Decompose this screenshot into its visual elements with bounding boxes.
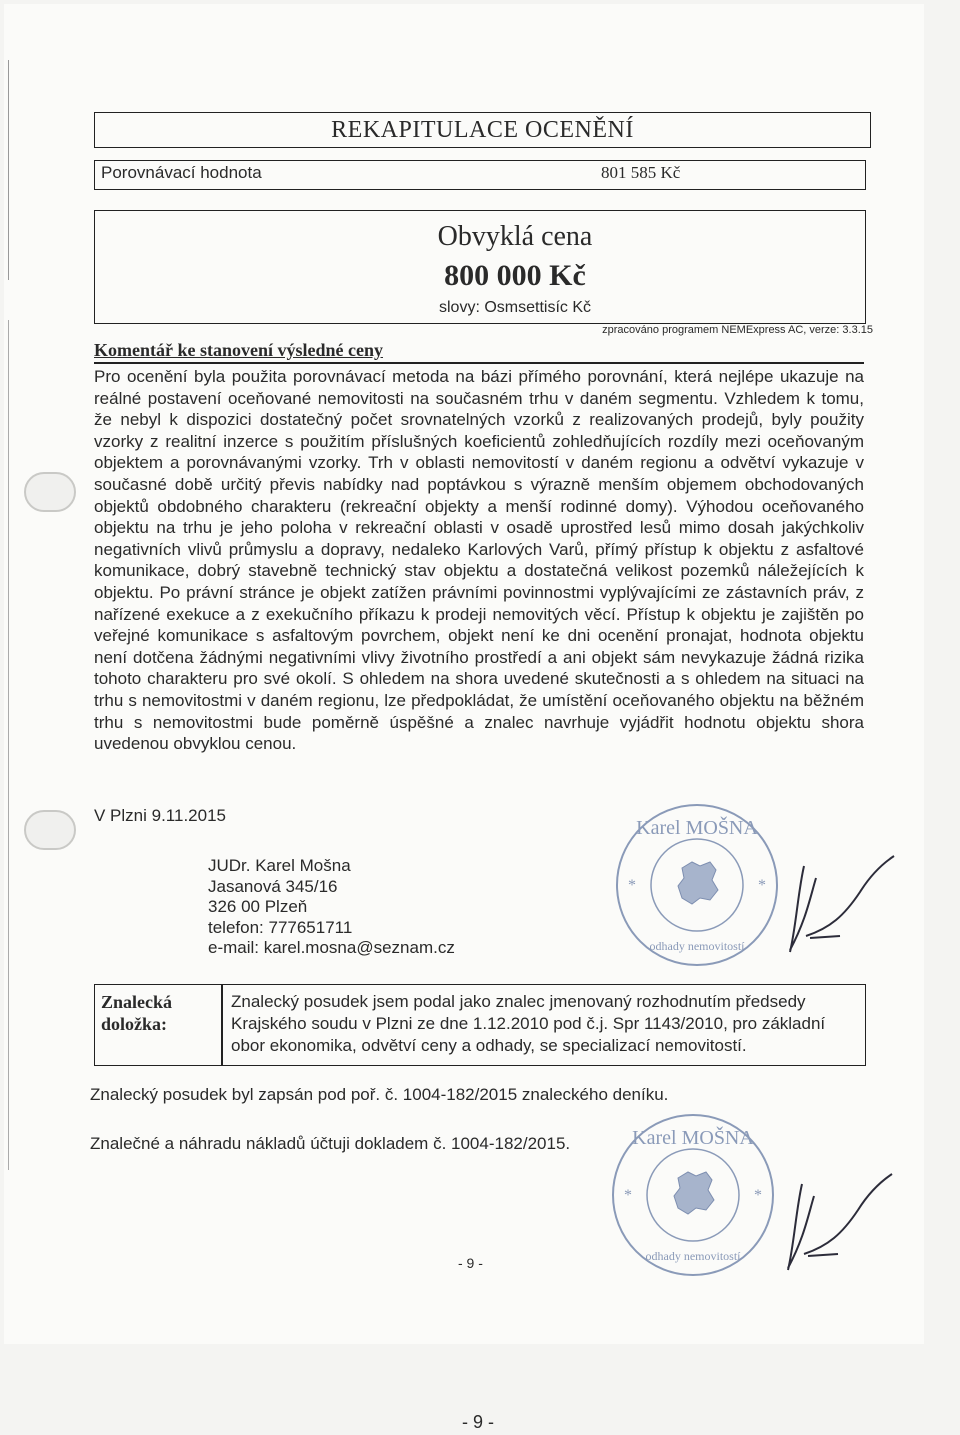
comparative-value-row bbox=[94, 160, 866, 190]
recap-title: REKAPITULACE OCENĚNÍ bbox=[331, 117, 634, 143]
usual-price-heading: Obvyklá cena bbox=[437, 221, 593, 252]
recap-title-box bbox=[94, 112, 871, 148]
expert-phone: telefon: 777651711 bbox=[208, 917, 353, 937]
registry-line: Znalecký posudek byl zapsán pod poř. č. 1004-182/2015 znaleckého deníku. bbox=[90, 1085, 669, 1104]
expert-stamp-icon bbox=[612, 800, 782, 970]
signature-icon bbox=[770, 832, 900, 962]
punch-hole bbox=[24, 810, 76, 850]
expert-city: 326 00 Plzeň bbox=[208, 897, 308, 916]
svg-text:odhady nemovitostí: odhady nemovitostí bbox=[649, 939, 745, 953]
svg-text:*: * bbox=[754, 1187, 762, 1204]
expert-clause-divider bbox=[221, 985, 223, 1065]
usual-price-value: 800 000 Kč bbox=[444, 259, 586, 292]
expert-name: JUDr. Karel Mošna bbox=[208, 856, 351, 875]
expert-clause-box bbox=[94, 984, 866, 1066]
signature-icon bbox=[768, 1150, 898, 1280]
svg-text:odhady nemovitostí: odhady nemovitostí bbox=[645, 1249, 741, 1263]
expert-clause-label-line: doložka: bbox=[101, 1014, 168, 1034]
scan-edge-line bbox=[8, 60, 9, 280]
expert-clause-text: Znalecký posudek jsem podal jako znalec jmenovaný rozhodnutím předsedy Krajského soudu v Plzni ze dne 1.12.2010 pod č.j. Spr 1143/2010, pro základní obor ekonomika, odvětví ceny a odhady, se specializací nemovitostí. bbox=[231, 992, 826, 1055]
expert-clause-label-line: Znalecká bbox=[101, 992, 173, 1012]
expert-email: e-mail: karel.mosna@seznam.cz bbox=[208, 938, 455, 957]
punch-hole bbox=[24, 472, 76, 512]
svg-text:*: * bbox=[624, 1187, 632, 1204]
comparative-value: 801 585 Kč bbox=[601, 163, 681, 182]
comment-body: Pro ocenění byla použita porovnávací metoda na bázi přímého porovnání, která nejlépe ukazuje na reálné postavení oceňované nemovitosti na současném trhu v daném segmentu. Vzhledem k tomu, že nebyl k dispozici dostatečný počet srovnatelných vzorků z realizovaných prodejů, byly použity vzorky z realitní inzerce s použitím příslušných koeficientů zohledňujících rozdíly mezi oceňovaným objektem a porovnávanými vzorky. Trh v oblasti nemovitostí v daném regionu a odvětví vykazuje v současné době určitý převis nabídky nad poptávkou s výrazně menším objemem obchodovaných objektů obdobného charakteru (rekreační objekty a menší rodinné domy). Výhodou oceňovaného objektu na trhu je jeho poloha v rekreační oblasti v osadě uprostřed lesů mimo dosah jakýchkoliv negativních vlivů průmyslu a dopravy, nedaleko Karlových Varů, přímý přístup k objektu z asfaltové komunikace, dobrý stavebně technický stav objektu a dostatečná velikost pozemků náležejících k objektu. Po právní stránce je objekt zatížen právními povinnostmi vyplývajícími ze zástavních práv, z nařízené exekuce a z exekučního příkazu k prodeji nemovitých věcí. Přístup k objektu je zajištěn po veřejné komunikace s asfaltovým povrchem, objekt není ke dni ocenění pronajat, hodnota objektu není dotčena žádnými negativními vlivy životního prostředí a ani objekt sám nevykazuje žádná rizika tohoto charakteru pro své okolí. S ohledem na shora uvedené skutečnosti a s ohledem na situaci na trhu s nemovitostmi v daném regionu, lze předpokládat, že umístění oceňovaného objektu na běžném trhu s nemovitostmi bude poměrně úspěšné a znalec navrhuje vyjádřit hodnotu objektu shora uvedenou obvyklou cenou. bbox=[94, 367, 864, 754]
svg-text:*: * bbox=[628, 877, 636, 894]
page-number-outer: - 9 - bbox=[462, 1412, 495, 1432]
software-note: zpracováno programem NEMExpress AC, verze: 3.3.15 bbox=[602, 324, 873, 336]
expert-contact bbox=[208, 856, 455, 959]
comment-rule bbox=[94, 362, 864, 364]
svg-text:Karel MOŠNA: Karel MOŠNA bbox=[636, 817, 758, 839]
scan-edge-line bbox=[8, 320, 9, 1170]
expert-stamp-icon bbox=[608, 1110, 778, 1280]
place-date: V Plzni 9.11.2015 bbox=[94, 806, 226, 825]
svg-text:Karel MOŠNA: Karel MOŠNA bbox=[632, 1127, 754, 1149]
fee-line: Znalečné a náhradu nákladů účtuji dokladem č. 1004-182/2015. bbox=[90, 1134, 571, 1153]
expert-clause-label bbox=[101, 991, 211, 1035]
comment-heading: Komentář ke stanovení výsledné ceny bbox=[94, 340, 383, 360]
page-number-inner: - 9 - bbox=[458, 1255, 483, 1271]
comparative-label: Porovnávací hodnota bbox=[101, 163, 262, 182]
expert-street: Jasanová 345/16 bbox=[208, 876, 338, 896]
usual-price-in-words: slovy: Osmsettisíc Kč bbox=[438, 299, 592, 316]
svg-text:*: * bbox=[758, 877, 766, 894]
usual-price-box bbox=[94, 210, 873, 336]
